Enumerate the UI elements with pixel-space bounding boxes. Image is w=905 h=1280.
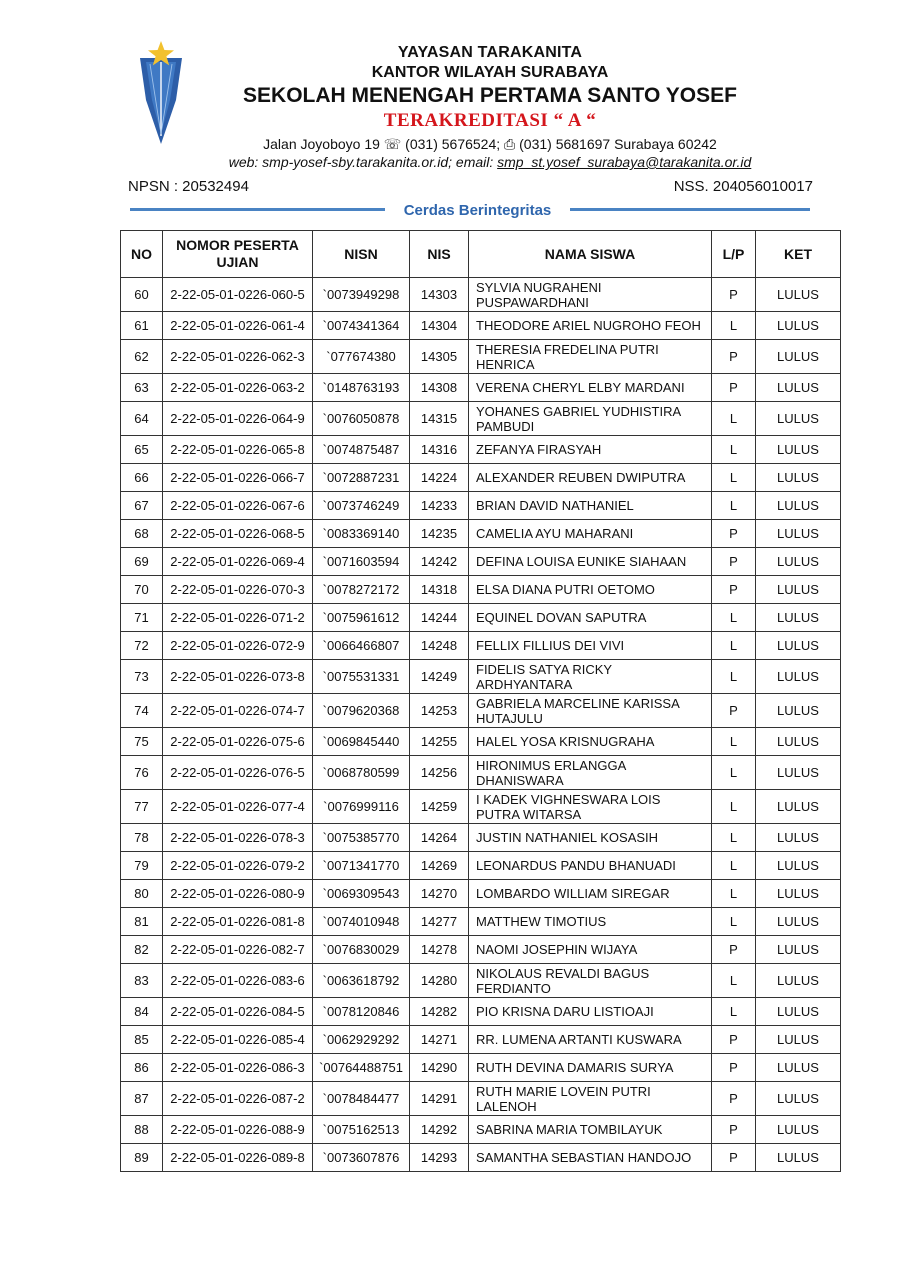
table-row — [121, 548, 841, 576]
cell-nisn: `0078272172 — [313, 576, 410, 604]
cell-student-name: ZEFANYA FIRASYAH — [469, 436, 712, 464]
cell-status: LULUS — [756, 756, 841, 790]
cell-exam-number: 2-22-05-01-0226-067-6 — [163, 492, 313, 520]
cell-status: LULUS — [756, 660, 841, 694]
cell-nisn: `0083369140 — [313, 520, 410, 548]
cell-status: LULUS — [756, 278, 841, 312]
cell-student-name: ALEXANDER REUBEN DWIPUTRA — [469, 464, 712, 492]
cell-status: LULUS — [756, 492, 841, 520]
cell-status: LULUS — [756, 964, 841, 998]
cell-nis: 14318 — [410, 576, 469, 604]
cell-gender: P — [712, 278, 756, 312]
cell-gender: P — [712, 374, 756, 402]
cell-exam-number: 2-22-05-01-0226-080-9 — [163, 880, 313, 908]
cell-nis: 14316 — [410, 436, 469, 464]
cell-student-name: SABRINA MARIA TOMBILAYUK — [469, 1116, 712, 1144]
cell-nis: 14224 — [410, 464, 469, 492]
graduation-table — [120, 230, 841, 1172]
cell-gender: P — [712, 1082, 756, 1116]
cell-nisn: `0075961612 — [313, 604, 410, 632]
header-no: NO — [121, 231, 163, 278]
cell-no: 64 — [121, 402, 163, 436]
cell-no: 84 — [121, 998, 163, 1026]
cell-nis: 14259 — [410, 790, 469, 824]
cell-nis: 14255 — [410, 728, 469, 756]
cell-no: 75 — [121, 728, 163, 756]
cell-exam-number: 2-22-05-01-0226-079-2 — [163, 852, 313, 880]
cell-nisn: `0073607876 — [313, 1144, 410, 1172]
cell-student-name: FIDELIS SATYA RICKY ARDHYANTARA — [469, 660, 712, 694]
cell-nisn: `0148763193 — [313, 374, 410, 402]
cell-status: LULUS — [756, 340, 841, 374]
cell-exam-number: 2-22-05-01-0226-062-3 — [163, 340, 313, 374]
cell-gender: L — [712, 464, 756, 492]
cell-gender: L — [712, 436, 756, 464]
cell-gender: P — [712, 576, 756, 604]
table-row — [121, 852, 841, 880]
cell-nisn: `0074875487 — [313, 436, 410, 464]
cell-nis: 14235 — [410, 520, 469, 548]
accreditation: TERAKREDITASI “ A “ — [383, 110, 597, 131]
cell-student-name: RUTH DEVINA DAMARIS SURYA — [469, 1054, 712, 1082]
npsn: NPSN : 20532494 — [128, 178, 249, 195]
cell-exam-number: 2-22-05-01-0226-071-2 — [163, 604, 313, 632]
cell-status: LULUS — [756, 694, 841, 728]
cell-gender: L — [712, 852, 756, 880]
cell-status: LULUS — [756, 632, 841, 660]
divider-left — [130, 208, 385, 211]
table-row — [121, 492, 841, 520]
cell-no: 88 — [121, 1116, 163, 1144]
cell-status: LULUS — [756, 998, 841, 1026]
table-row — [121, 374, 841, 402]
cell-no: 68 — [121, 520, 163, 548]
cell-status: LULUS — [756, 1116, 841, 1144]
cell-no: 72 — [121, 632, 163, 660]
cell-exam-number: 2-22-05-01-0226-086-3 — [163, 1054, 313, 1082]
cell-exam-number: 2-22-05-01-0226-063-2 — [163, 374, 313, 402]
cell-no: 79 — [121, 852, 163, 880]
cell-nis: 14315 — [410, 402, 469, 436]
cell-exam-number: 2-22-05-01-0226-066-7 — [163, 464, 313, 492]
cell-no: 76 — [121, 756, 163, 790]
cell-nis: 14277 — [410, 908, 469, 936]
cell-exam-number: 2-22-05-01-0226-061-4 — [163, 312, 313, 340]
header-nis: NIS — [410, 231, 469, 278]
cell-exam-number: 2-22-05-01-0226-082-7 — [163, 936, 313, 964]
cell-no: 61 — [121, 312, 163, 340]
cell-no: 62 — [121, 340, 163, 374]
cell-gender: P — [712, 520, 756, 548]
cell-exam-number: 2-22-05-01-0226-078-3 — [163, 824, 313, 852]
cell-status: LULUS — [756, 374, 841, 402]
cell-gender: L — [712, 756, 756, 790]
cell-no: 77 — [121, 790, 163, 824]
cell-nisn: `0069309543 — [313, 880, 410, 908]
header-student-name: NAMA SISWA — [469, 231, 712, 278]
table-row — [121, 576, 841, 604]
cell-status: LULUS — [756, 728, 841, 756]
table-row — [121, 278, 841, 312]
cell-no: 60 — [121, 278, 163, 312]
cell-student-name: FELLIX FILLIUS DEI VIVI — [469, 632, 712, 660]
cell-student-name: EQUINEL DOVAN SAPUTRA — [469, 604, 712, 632]
cell-exam-number: 2-22-05-01-0226-070-3 — [163, 576, 313, 604]
cell-nisn: `0069845440 — [313, 728, 410, 756]
table-row — [121, 756, 841, 790]
cell-exam-number: 2-22-05-01-0226-065-8 — [163, 436, 313, 464]
cell-no: 82 — [121, 936, 163, 964]
cell-nis: 14256 — [410, 756, 469, 790]
office-name: KANTOR WILAYAH SURABAYA — [371, 64, 609, 81]
cell-gender: L — [712, 998, 756, 1026]
cell-nisn: `0075162513 — [313, 1116, 410, 1144]
cell-gender: L — [712, 728, 756, 756]
cell-nisn: `0078120846 — [313, 998, 410, 1026]
cell-no: 74 — [121, 694, 163, 728]
cell-nis: 14308 — [410, 374, 469, 402]
table-row — [121, 402, 841, 436]
cell-nisn: `0076830029 — [313, 936, 410, 964]
cell-exam-number: 2-22-05-01-0226-072-9 — [163, 632, 313, 660]
table-row — [121, 908, 841, 936]
table-row — [121, 998, 841, 1026]
cell-nisn: `0075531331 — [313, 660, 410, 694]
cell-nis: 14253 — [410, 694, 469, 728]
cell-gender: L — [712, 908, 756, 936]
cell-exam-number: 2-22-05-01-0226-075-6 — [163, 728, 313, 756]
cell-no: 69 — [121, 548, 163, 576]
cell-status: LULUS — [756, 1026, 841, 1054]
cell-nis: 14269 — [410, 852, 469, 880]
school-name: SEKOLAH MENENGAH PERTAMA SANTO YOSEF — [243, 84, 737, 107]
table-row — [121, 340, 841, 374]
cell-status: LULUS — [756, 402, 841, 436]
cell-student-name: RUTH MARIE LOVEIN PUTRI LALENOH — [469, 1082, 712, 1116]
cell-no: 65 — [121, 436, 163, 464]
cell-status: LULUS — [756, 520, 841, 548]
cell-student-name: SAMANTHA SEBASTIAN HANDOJO — [469, 1144, 712, 1172]
cell-status: LULUS — [756, 604, 841, 632]
cell-gender: L — [712, 880, 756, 908]
cell-nisn: `0066466807 — [313, 632, 410, 660]
cell-nis: 14264 — [410, 824, 469, 852]
cell-gender: L — [712, 790, 756, 824]
cell-nis: 14292 — [410, 1116, 469, 1144]
cell-nisn: `0068780599 — [313, 756, 410, 790]
cell-nis: 14271 — [410, 1026, 469, 1054]
table-row — [121, 880, 841, 908]
cell-gender: P — [712, 936, 756, 964]
cell-gender: L — [712, 492, 756, 520]
cell-gender: L — [712, 402, 756, 436]
cell-student-name: NIKOLAUS REVALDI BAGUS FERDIANTO — [469, 964, 712, 998]
cell-student-name: THERESIA FREDELINA PUTRI HENRICA — [469, 340, 712, 374]
cell-exam-number: 2-22-05-01-0226-081-8 — [163, 908, 313, 936]
cell-exam-number: 2-22-05-01-0226-076-5 — [163, 756, 313, 790]
cell-nis: 14290 — [410, 1054, 469, 1082]
cell-student-name: MATTHEW TIMOTIUS — [469, 908, 712, 936]
cell-student-name: ELSA DIANA PUTRI OETOMO — [469, 576, 712, 604]
motto: Cerdas Berintegritas — [403, 202, 552, 219]
cell-nisn: `0072887231 — [313, 464, 410, 492]
foundation-name: YAYASAN TARAKANITA — [397, 44, 583, 61]
cell-nis: 14293 — [410, 1144, 469, 1172]
cell-student-name: LOMBARDO WILLIAM SIREGAR — [469, 880, 712, 908]
cell-gender: L — [712, 964, 756, 998]
cell-nis: 14305 — [410, 340, 469, 374]
cell-nisn: `0076999116 — [313, 790, 410, 824]
cell-student-name: NAOMI JOSEPHIN WIJAYA — [469, 936, 712, 964]
cell-student-name: HALEL YOSA KRISNUGRAHA — [469, 728, 712, 756]
table-header-row — [121, 231, 841, 278]
cell-nis: 14249 — [410, 660, 469, 694]
cell-nis: 14270 — [410, 880, 469, 908]
table-row — [121, 1082, 841, 1116]
cell-no: 66 — [121, 464, 163, 492]
table-row — [121, 520, 841, 548]
cell-exam-number: 2-22-05-01-0226-069-4 — [163, 548, 313, 576]
table-row — [121, 790, 841, 824]
table-row — [121, 464, 841, 492]
cell-status: LULUS — [756, 852, 841, 880]
cell-nis: 14242 — [410, 548, 469, 576]
cell-student-name: LEONARDUS PANDU BHANUADI — [469, 852, 712, 880]
cell-exam-number: 2-22-05-01-0226-077-4 — [163, 790, 313, 824]
header-nisn: NISN — [313, 231, 410, 278]
cell-student-name: DEFINA LOUISA EUNIKE SIAHAAN — [469, 548, 712, 576]
cell-nisn: `0063618792 — [313, 964, 410, 998]
cell-student-name: YOHANES GABRIEL YUDHISTIRA PAMBUDI — [469, 402, 712, 436]
cell-gender: L — [712, 660, 756, 694]
cell-nis: 14244 — [410, 604, 469, 632]
table-row — [121, 936, 841, 964]
table-row — [121, 694, 841, 728]
cell-exam-number: 2-22-05-01-0226-060-5 — [163, 278, 313, 312]
cell-nis: 14291 — [410, 1082, 469, 1116]
cell-student-name: HIRONIMUS ERLANGGA DHANISWARA — [469, 756, 712, 790]
cell-gender: P — [712, 1144, 756, 1172]
table-row — [121, 824, 841, 852]
cell-exam-number: 2-22-05-01-0226-085-4 — [163, 1026, 313, 1054]
cell-nisn: `0076050878 — [313, 402, 410, 436]
cell-no: 89 — [121, 1144, 163, 1172]
cell-exam-number: 2-22-05-01-0226-068-5 — [163, 520, 313, 548]
cell-gender: P — [712, 548, 756, 576]
cell-status: LULUS — [756, 790, 841, 824]
cell-student-name: VERENA CHERYL ELBY MARDANI — [469, 374, 712, 402]
cell-student-name: SYLVIA NUGRAHENI PUSPAWARDHANI — [469, 278, 712, 312]
cell-nisn: `0062929292 — [313, 1026, 410, 1054]
cell-gender: L — [712, 632, 756, 660]
cell-nisn: `0071603594 — [313, 548, 410, 576]
cell-no: 80 — [121, 880, 163, 908]
table-row — [121, 964, 841, 998]
cell-exam-number: 2-22-05-01-0226-064-9 — [163, 402, 313, 436]
cell-exam-number: 2-22-05-01-0226-073-8 — [163, 660, 313, 694]
school-address: Jalan Joyoboyo 19 ☏ (031) 5676524; ⎙ (031) 5681697 Surabaya 60242 — [263, 136, 717, 152]
cell-nis: 14278 — [410, 936, 469, 964]
cell-status: LULUS — [756, 1054, 841, 1082]
cell-gender: P — [712, 1054, 756, 1082]
divider-right — [570, 208, 810, 211]
cell-student-name: JUSTIN NATHANIEL KOSASIH — [469, 824, 712, 852]
nss: NSS. 204056010017 — [673, 178, 813, 195]
cell-gender: P — [712, 340, 756, 374]
header-gender: L/P — [712, 231, 756, 278]
cell-nisn: `0073949298 — [313, 278, 410, 312]
cell-student-name: RR. LUMENA ARTANTI KUSWARA — [469, 1026, 712, 1054]
cell-exam-number: 2-22-05-01-0226-074-7 — [163, 694, 313, 728]
cell-no: 78 — [121, 824, 163, 852]
table-row — [121, 604, 841, 632]
cell-nisn: `077674380 — [313, 340, 410, 374]
cell-status: LULUS — [756, 824, 841, 852]
cell-status: LULUS — [756, 436, 841, 464]
cell-no: 81 — [121, 908, 163, 936]
cell-gender: P — [712, 694, 756, 728]
cell-status: LULUS — [756, 908, 841, 936]
cell-nisn: `0078484477 — [313, 1082, 410, 1116]
cell-exam-number: 2-22-05-01-0226-087-2 — [163, 1082, 313, 1116]
email-link[interactable]: smp_st.yosef_surabaya@tarakanita.or.id — [497, 154, 752, 170]
table-row — [121, 660, 841, 694]
header-exam-number: NOMOR PESERTA UJIAN — [163, 231, 313, 278]
cell-status: LULUS — [756, 1144, 841, 1172]
cell-nis: 14233 — [410, 492, 469, 520]
cell-gender: L — [712, 312, 756, 340]
cell-nis: 14304 — [410, 312, 469, 340]
cell-no: 87 — [121, 1082, 163, 1116]
table-row — [121, 1144, 841, 1172]
cell-nisn: `0075385770 — [313, 824, 410, 852]
cell-no: 85 — [121, 1026, 163, 1054]
table-row — [121, 312, 841, 340]
cell-student-name: THEODORE ARIEL NUGROHO FEOH — [469, 312, 712, 340]
table-row — [121, 1026, 841, 1054]
school-logo — [136, 40, 186, 148]
cell-nis: 14303 — [410, 278, 469, 312]
table-row — [121, 632, 841, 660]
cell-student-name: BRIAN DAVID NATHANIEL — [469, 492, 712, 520]
cell-status: LULUS — [756, 464, 841, 492]
cell-no: 63 — [121, 374, 163, 402]
cell-no: 70 — [121, 576, 163, 604]
cell-nisn: `0071341770 — [313, 852, 410, 880]
cell-nisn: `0074341364 — [313, 312, 410, 340]
cell-nisn: `0079620368 — [313, 694, 410, 728]
cell-nis: 14280 — [410, 964, 469, 998]
table-row — [121, 1116, 841, 1144]
cell-exam-number: 2-22-05-01-0226-088-9 — [163, 1116, 313, 1144]
web-info: web: smp-yosef-sby.tarakanita.or.id; email: — [228, 154, 498, 170]
cell-status: LULUS — [756, 548, 841, 576]
cell-gender: P — [712, 1026, 756, 1054]
cell-nisn: `0074010948 — [313, 908, 410, 936]
cell-exam-number: 2-22-05-01-0226-083-6 — [163, 964, 313, 998]
table-row — [121, 728, 841, 756]
cell-no: 71 — [121, 604, 163, 632]
cell-no: 86 — [121, 1054, 163, 1082]
cell-status: LULUS — [756, 880, 841, 908]
table-row — [121, 436, 841, 464]
cell-exam-number: 2-22-05-01-0226-089-8 — [163, 1144, 313, 1172]
cell-no: 73 — [121, 660, 163, 694]
cell-no: 67 — [121, 492, 163, 520]
header-status: KET — [756, 231, 841, 278]
cell-nisn: `0073746249 — [313, 492, 410, 520]
cell-student-name: GABRIELA MARCELINE KARISSA HUTAJULU — [469, 694, 712, 728]
cell-status: LULUS — [756, 312, 841, 340]
cell-status: LULUS — [756, 1082, 841, 1116]
cell-gender: L — [712, 824, 756, 852]
cell-nis: 14282 — [410, 998, 469, 1026]
cell-nis: 14248 — [410, 632, 469, 660]
cell-exam-number: 2-22-05-01-0226-084-5 — [163, 998, 313, 1026]
cell-gender: P — [712, 1116, 756, 1144]
cell-student-name: I KADEK VIGHNESWARA LOIS PUTRA WITARSA — [469, 790, 712, 824]
cell-status: LULUS — [756, 576, 841, 604]
cell-student-name: PIO KRISNA DARU LISTIOAJI — [469, 998, 712, 1026]
cell-no: 83 — [121, 964, 163, 998]
cell-nisn: `00764488751 — [313, 1054, 410, 1082]
table-row — [121, 1054, 841, 1082]
web-email-line — [150, 154, 830, 170]
cell-gender: L — [712, 604, 756, 632]
cell-student-name: CAMELIA AYU MAHARANI — [469, 520, 712, 548]
cell-status: LULUS — [756, 936, 841, 964]
